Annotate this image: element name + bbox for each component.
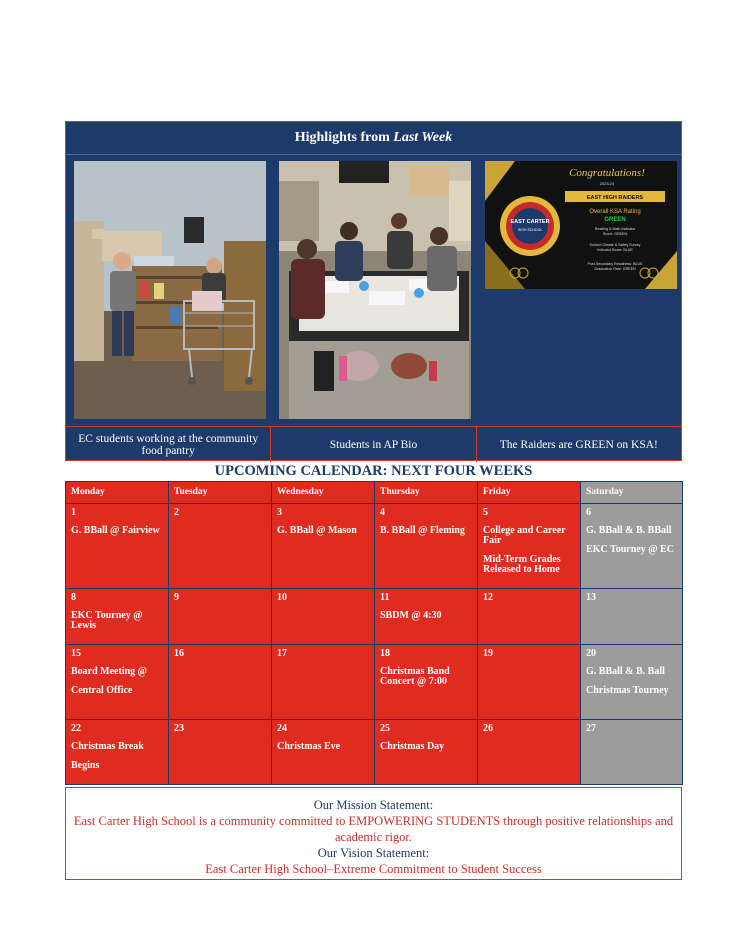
vision-heading: Our Vision Statement:: [317, 846, 430, 860]
day-number: 5: [483, 507, 488, 518]
day-number: 10: [277, 592, 287, 603]
calendar-day: [169, 504, 272, 589]
calendar-day: [478, 504, 581, 589]
logo-subtext: HIGH SCHOOL: [517, 228, 543, 232]
day-number: 25: [380, 723, 390, 734]
day-number: 4: [380, 507, 385, 518]
mission-heading: Our Mission Statement:: [313, 798, 434, 812]
mission-box: [65, 787, 682, 880]
event: Christmas Eve: [277, 741, 341, 752]
day-number: 26: [483, 723, 493, 734]
event: SBDM @ 4:30: [380, 610, 442, 621]
calendar-day: [581, 589, 683, 645]
calendar-day: [375, 720, 478, 785]
calendar-day: [66, 504, 169, 589]
ksa-overall-value: GREEN: [604, 217, 626, 223]
calendar-day: [581, 720, 683, 785]
mission-text: East Carter High School is a community committed to EMPOWERING STUDENTS through positive relationships and academic rigor.: [73, 814, 674, 844]
event: Christmas Break: [71, 741, 144, 752]
calendar-day: [478, 720, 581, 785]
day-number: 12: [483, 592, 493, 603]
event: G. BBall @ Mason: [277, 525, 357, 536]
day-number: 2: [174, 507, 179, 518]
day-number: 19: [483, 648, 493, 659]
header-friday: Friday: [478, 482, 581, 504]
event: EKC Tourney @ Lewis: [71, 610, 143, 631]
highlights-title: Highlights from Last Week: [294, 130, 453, 145]
food-pantry-photo: [74, 161, 266, 419]
event: Central Office: [71, 685, 133, 696]
event: Mid-Term Grades Released to Home: [483, 554, 561, 575]
ksa-year: 2023-24: [599, 181, 615, 186]
event: Begins: [71, 760, 100, 771]
day-number: 8: [71, 592, 76, 603]
week-row: [66, 720, 683, 785]
ksa-line1b: Score: GREEN: [602, 232, 628, 236]
header-monday: Monday: [66, 482, 169, 504]
calendar-day: [581, 645, 683, 720]
day-number: 3: [277, 507, 282, 518]
day-number: 24: [277, 723, 287, 734]
calendar-day: [581, 504, 683, 589]
caption-food-pantry: EC students working at the community food pantry: [66, 427, 271, 462]
calendar-day: [169, 645, 272, 720]
ksa-certificate-image: [485, 161, 677, 289]
day-number: 6: [586, 507, 591, 518]
week-row: [66, 645, 683, 720]
calendar-day: [66, 720, 169, 785]
ksa-line2: School Climate & Safety Survey: [589, 243, 641, 247]
calendar-day: [478, 645, 581, 720]
day-number: 15: [71, 648, 81, 659]
event: EKC Tourney @ EC: [586, 544, 674, 555]
caption-ksa: The Raiders are GREEN on KSA!: [499, 438, 658, 451]
day-number: 17: [277, 648, 287, 659]
ksa-headline: Congratulations!: [569, 167, 645, 179]
calendar-day: [66, 589, 169, 645]
calendar-table: [65, 481, 683, 785]
day-number: 13: [586, 592, 596, 603]
day-number: 11: [380, 592, 390, 603]
vision-text: East Carter High School–Extreme Commitment to Student Success: [205, 862, 542, 876]
logo-text: EAST CARTER: [510, 219, 550, 225]
calendar-day: [66, 645, 169, 720]
calendar-header-row: [66, 482, 683, 504]
ksa-line2b: Indicator Score: BLUE: [597, 248, 633, 252]
event: Christmas Day: [380, 741, 445, 752]
day-number: 1: [71, 507, 76, 518]
ksa-line3b: Graduation Rate: GREEN: [594, 267, 636, 271]
calendar-day: [375, 504, 478, 589]
event: G. BBall & B. BBall: [586, 525, 672, 536]
event: G. BBall & B. Ball: [586, 666, 665, 677]
header-thursday: Thursday: [375, 482, 478, 504]
photo-captions: [66, 426, 681, 462]
ksa-line3: Post-Secondary Readiness: BLUE: [587, 262, 643, 266]
ksa-overall-label: Overall KSA Rating: [589, 209, 641, 215]
event: College and Career Fair: [483, 525, 566, 546]
day-number: 18: [380, 648, 390, 659]
calendar-day: [375, 589, 478, 645]
ap-bio-photo: [279, 161, 471, 419]
header-wednesday: Wednesday: [272, 482, 375, 504]
ksa-line1: Reading & Math Indicator: [594, 227, 636, 231]
caption-ap-bio: Students in AP Bio: [271, 427, 476, 462]
event: G. BBall @ Fairview: [71, 525, 160, 536]
calendar-day: [272, 720, 375, 785]
event: B. BBall @ Fleming: [380, 525, 465, 536]
calendar-day: [169, 720, 272, 785]
day-number: 23: [174, 723, 184, 734]
ksa-banner: EAST HIGH RAIDERS: [586, 195, 644, 201]
week-row: [66, 589, 683, 645]
day-number: 22: [71, 723, 81, 734]
calendar-day: [272, 645, 375, 720]
day-number: 9: [174, 592, 179, 603]
calendar-day: [169, 589, 272, 645]
calendar-day: [375, 645, 478, 720]
day-number: 20: [586, 648, 596, 659]
day-number: 27: [586, 723, 596, 734]
highlights-panel: [65, 121, 682, 461]
week-row: [66, 504, 683, 589]
divider: [66, 154, 681, 155]
event: Christmas Tourney: [586, 685, 669, 696]
calendar-day: [272, 504, 375, 589]
calendar-title: UPCOMING CALENDAR: NEXT FOUR WEEKS: [214, 463, 533, 479]
event: Christmas Band Concert @ 7:00: [380, 666, 450, 687]
day-number: 16: [174, 648, 184, 659]
calendar-day: [272, 589, 375, 645]
header-saturday: Saturday: [581, 482, 683, 504]
calendar-day: [478, 589, 581, 645]
header-tuesday: Tuesday: [169, 482, 272, 504]
event: Board Meeting @: [71, 666, 147, 677]
